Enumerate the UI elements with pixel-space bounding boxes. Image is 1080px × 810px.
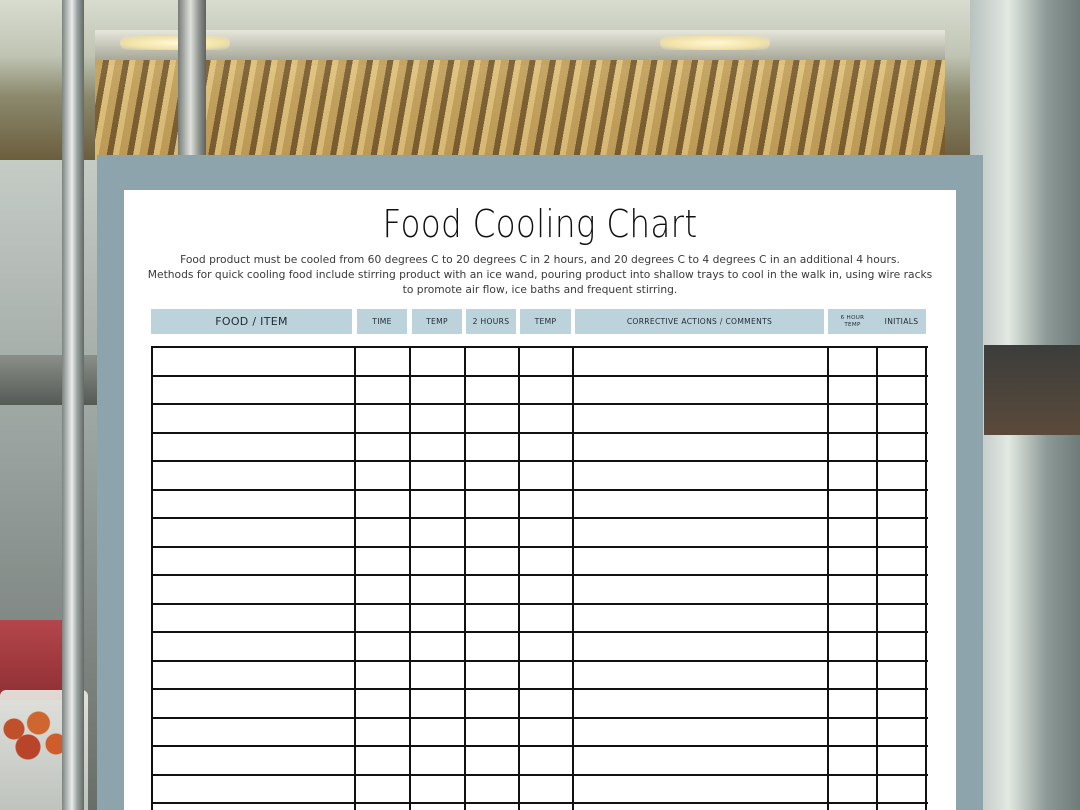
table-cell-two-hours <box>466 719 520 746</box>
table-cell-food-item <box>153 519 356 546</box>
table-cell-temp <box>411 747 466 774</box>
table-cell-corrective <box>574 576 829 603</box>
table-cell-six-hour-temp <box>829 377 878 404</box>
table-cell-food-item <box>153 719 356 746</box>
table-cell-two-hours <box>466 690 520 717</box>
table-cell-temp2 <box>520 491 574 518</box>
table-cell-corrective <box>574 348 829 375</box>
table-cell-initials <box>878 462 927 489</box>
table-row <box>153 776 928 805</box>
page-title: Food Cooling Chart <box>382 202 698 246</box>
table-row <box>153 405 928 434</box>
table-cell-initials <box>878 434 927 461</box>
table-cell-temp2 <box>520 434 574 461</box>
table-cell-time <box>356 434 411 461</box>
table-cell-initials <box>878 690 927 717</box>
intro-line: Food product must be cooled from 60 degrees C to 20 degrees C in 2 hours, and 20 degrees C to 4 degrees C in an additional 4 hours. <box>180 253 900 266</box>
table-cell-six-hour-temp <box>829 434 878 461</box>
table-cell-six-hour-temp <box>829 719 878 746</box>
table-cell-two-hours <box>466 405 520 432</box>
table-cell-temp <box>411 348 466 375</box>
table-cell-six-hour-temp <box>829 776 878 803</box>
table-cell-temp2 <box>520 662 574 689</box>
table-cell-temp2 <box>520 462 574 489</box>
table-cell-initials <box>878 348 927 375</box>
table-cell-initials <box>878 377 927 404</box>
table-cell-two-hours <box>466 576 520 603</box>
table-cell-food-item <box>153 804 356 810</box>
table-row <box>153 747 928 776</box>
table-cell-initials <box>878 576 927 603</box>
table-cell-temp <box>411 548 466 575</box>
table-cell-six-hour-temp <box>829 548 878 575</box>
column-header-temp-2: TEMP <box>520 309 571 334</box>
table-cell-temp <box>411 519 466 546</box>
table-row <box>153 462 928 491</box>
table-cell-temp <box>411 719 466 746</box>
table-row <box>153 434 928 463</box>
table-row <box>153 548 928 577</box>
table-cell-six-hour-temp <box>829 804 878 810</box>
table-cell-corrective <box>574 804 829 810</box>
table-cell-food-item <box>153 348 356 375</box>
table-cell-two-hours <box>466 491 520 518</box>
table-cell-two-hours <box>466 605 520 632</box>
table-cell-time <box>356 519 411 546</box>
table-row <box>153 605 928 634</box>
table-cell-corrective <box>574 377 829 404</box>
table-cell-temp <box>411 662 466 689</box>
table-cell-temp2 <box>520 719 574 746</box>
table-cell-six-hour-temp <box>829 348 878 375</box>
table-cell-temp <box>411 434 466 461</box>
table-cell-food-item <box>153 377 356 404</box>
table-cell-food-item <box>153 605 356 632</box>
table-cell-initials <box>878 548 927 575</box>
column-header-2-hours: 2 HOURS <box>466 309 516 334</box>
table-cell-six-hour-temp <box>829 690 878 717</box>
table-cell-food-item <box>153 633 356 660</box>
table-cell-six-hour-temp <box>829 576 878 603</box>
table-cell-initials <box>878 747 927 774</box>
table-cell-two-hours <box>466 434 520 461</box>
table-row <box>153 348 928 377</box>
table-row <box>153 519 928 548</box>
table-cell-six-hour-temp <box>829 605 878 632</box>
table-cell-time <box>356 348 411 375</box>
table-cell-two-hours <box>466 462 520 489</box>
table-cell-six-hour-temp <box>829 747 878 774</box>
chart-sheet <box>124 190 956 810</box>
table-cell-time <box>356 662 411 689</box>
table-cell-temp <box>411 633 466 660</box>
table-cell-food-item <box>153 747 356 774</box>
table-cell-two-hours <box>466 519 520 546</box>
table-cell-time <box>356 719 411 746</box>
table-cell-corrective <box>574 519 829 546</box>
table-cell-two-hours <box>466 776 520 803</box>
table-cell-corrective <box>574 633 829 660</box>
column-header-food-item: FOOD / ITEM <box>151 309 352 334</box>
table-cell-temp2 <box>520 576 574 603</box>
food-in-container <box>0 705 70 765</box>
table-cell-temp <box>411 804 466 810</box>
table-cell-temp <box>411 690 466 717</box>
table-cell-time <box>356 747 411 774</box>
table-cell-six-hour-temp <box>829 519 878 546</box>
table-cell-food-item <box>153 434 356 461</box>
table-cell-initials <box>878 633 927 660</box>
table-cell-time <box>356 576 411 603</box>
table-cell-corrective <box>574 690 829 717</box>
table-cell-corrective <box>574 747 829 774</box>
table-cell-two-hours <box>466 662 520 689</box>
table-cell-corrective <box>574 662 829 689</box>
steel-rack-pole <box>62 0 84 810</box>
table-cell-corrective <box>574 462 829 489</box>
table-cell-time <box>356 377 411 404</box>
table-cell-corrective <box>574 491 829 518</box>
table-cell-six-hour-temp <box>829 405 878 432</box>
table-cell-temp <box>411 377 466 404</box>
table-row <box>153 491 928 520</box>
table-cell-temp2 <box>520 348 574 375</box>
hood-light <box>660 36 770 50</box>
table-cell-temp <box>411 405 466 432</box>
table-cell-two-hours <box>466 747 520 774</box>
table-cell-corrective <box>574 719 829 746</box>
table-cell-temp <box>411 576 466 603</box>
table-cell-temp2 <box>520 377 574 404</box>
table-row <box>153 662 928 691</box>
table-cell-two-hours <box>466 804 520 810</box>
table-cell-food-item <box>153 576 356 603</box>
hood-light <box>120 36 230 50</box>
table-cell-temp <box>411 491 466 518</box>
table-cell-temp2 <box>520 548 574 575</box>
table-cell-time <box>356 776 411 803</box>
table-cell-food-item <box>153 662 356 689</box>
table-cell-corrective <box>574 405 829 432</box>
table-cell-corrective <box>574 548 829 575</box>
table-cell-temp <box>411 605 466 632</box>
table-cell-time <box>356 804 411 810</box>
table-row <box>153 804 928 810</box>
hood-vent-baffles <box>95 60 945 160</box>
table-cell-initials <box>878 491 927 518</box>
table-cell-time <box>356 605 411 632</box>
table-cell-initials <box>878 662 927 689</box>
table-cell-time <box>356 491 411 518</box>
table-cell-six-hour-temp <box>829 462 878 489</box>
table-cell-time <box>356 405 411 432</box>
table-cell-food-item <box>153 405 356 432</box>
table-cell-temp2 <box>520 519 574 546</box>
table-cell-food-item <box>153 776 356 803</box>
intro-line: to promote air flow, ice baths and frequent stirring. <box>402 283 678 296</box>
table-cell-temp2 <box>520 747 574 774</box>
table-cell-food-item <box>153 690 356 717</box>
table-cell-food-item <box>153 548 356 575</box>
table-row <box>153 719 928 748</box>
intro-line: Methods for quick cooling food include stirring product with an ice wand, pouring product into shallow trays to cool in the walk in, using wire racks <box>147 268 933 281</box>
log-table <box>151 346 928 810</box>
table-cell-initials <box>878 605 927 632</box>
table-row <box>153 377 928 406</box>
table-cell-two-hours <box>466 348 520 375</box>
table-cell-initials <box>878 804 927 810</box>
table-row <box>153 633 928 662</box>
table-cell-food-item <box>153 462 356 489</box>
table-cell-initials <box>878 405 927 432</box>
table-cell-corrective <box>574 434 829 461</box>
table-cell-temp2 <box>520 633 574 660</box>
table-cell-temp2 <box>520 804 574 810</box>
table-cell-temp2 <box>520 690 574 717</box>
intro-text <box>134 252 946 297</box>
table-cell-temp <box>411 776 466 803</box>
table-cell-temp2 <box>520 605 574 632</box>
table-cell-initials <box>878 519 927 546</box>
table-cell-two-hours <box>466 633 520 660</box>
table-cell-food-item <box>153 491 356 518</box>
table-row <box>153 690 928 719</box>
column-header-initials: INITIALS <box>877 309 926 334</box>
table-cell-corrective <box>574 605 829 632</box>
column-header-corrective-actions: CORRECTIVE ACTIONS / COMMENTS <box>575 309 824 334</box>
column-header-6-hour-temp-label: 6 HOUR TEMP <box>840 314 865 328</box>
table-cell-temp <box>411 462 466 489</box>
column-header-temp: TEMP <box>412 309 462 334</box>
table-cell-time <box>356 462 411 489</box>
table-cell-two-hours <box>466 548 520 575</box>
steel-shelf <box>984 345 1080 435</box>
table-row <box>153 576 928 605</box>
column-header-time: TIME <box>357 309 407 334</box>
table-cell-initials <box>878 719 927 746</box>
table-cell-time <box>356 633 411 660</box>
table-cell-six-hour-temp <box>829 633 878 660</box>
steel-rack-pole <box>178 0 206 160</box>
table-cell-corrective <box>574 776 829 803</box>
table-cell-six-hour-temp <box>829 491 878 518</box>
table-cell-temp2 <box>520 405 574 432</box>
table-cell-temp2 <box>520 776 574 803</box>
column-header-6-hour-temp <box>828 309 877 334</box>
table-cell-two-hours <box>466 377 520 404</box>
table-cell-time <box>356 548 411 575</box>
table-cell-six-hour-temp <box>829 662 878 689</box>
table-cell-initials <box>878 776 927 803</box>
table-cell-time <box>356 690 411 717</box>
